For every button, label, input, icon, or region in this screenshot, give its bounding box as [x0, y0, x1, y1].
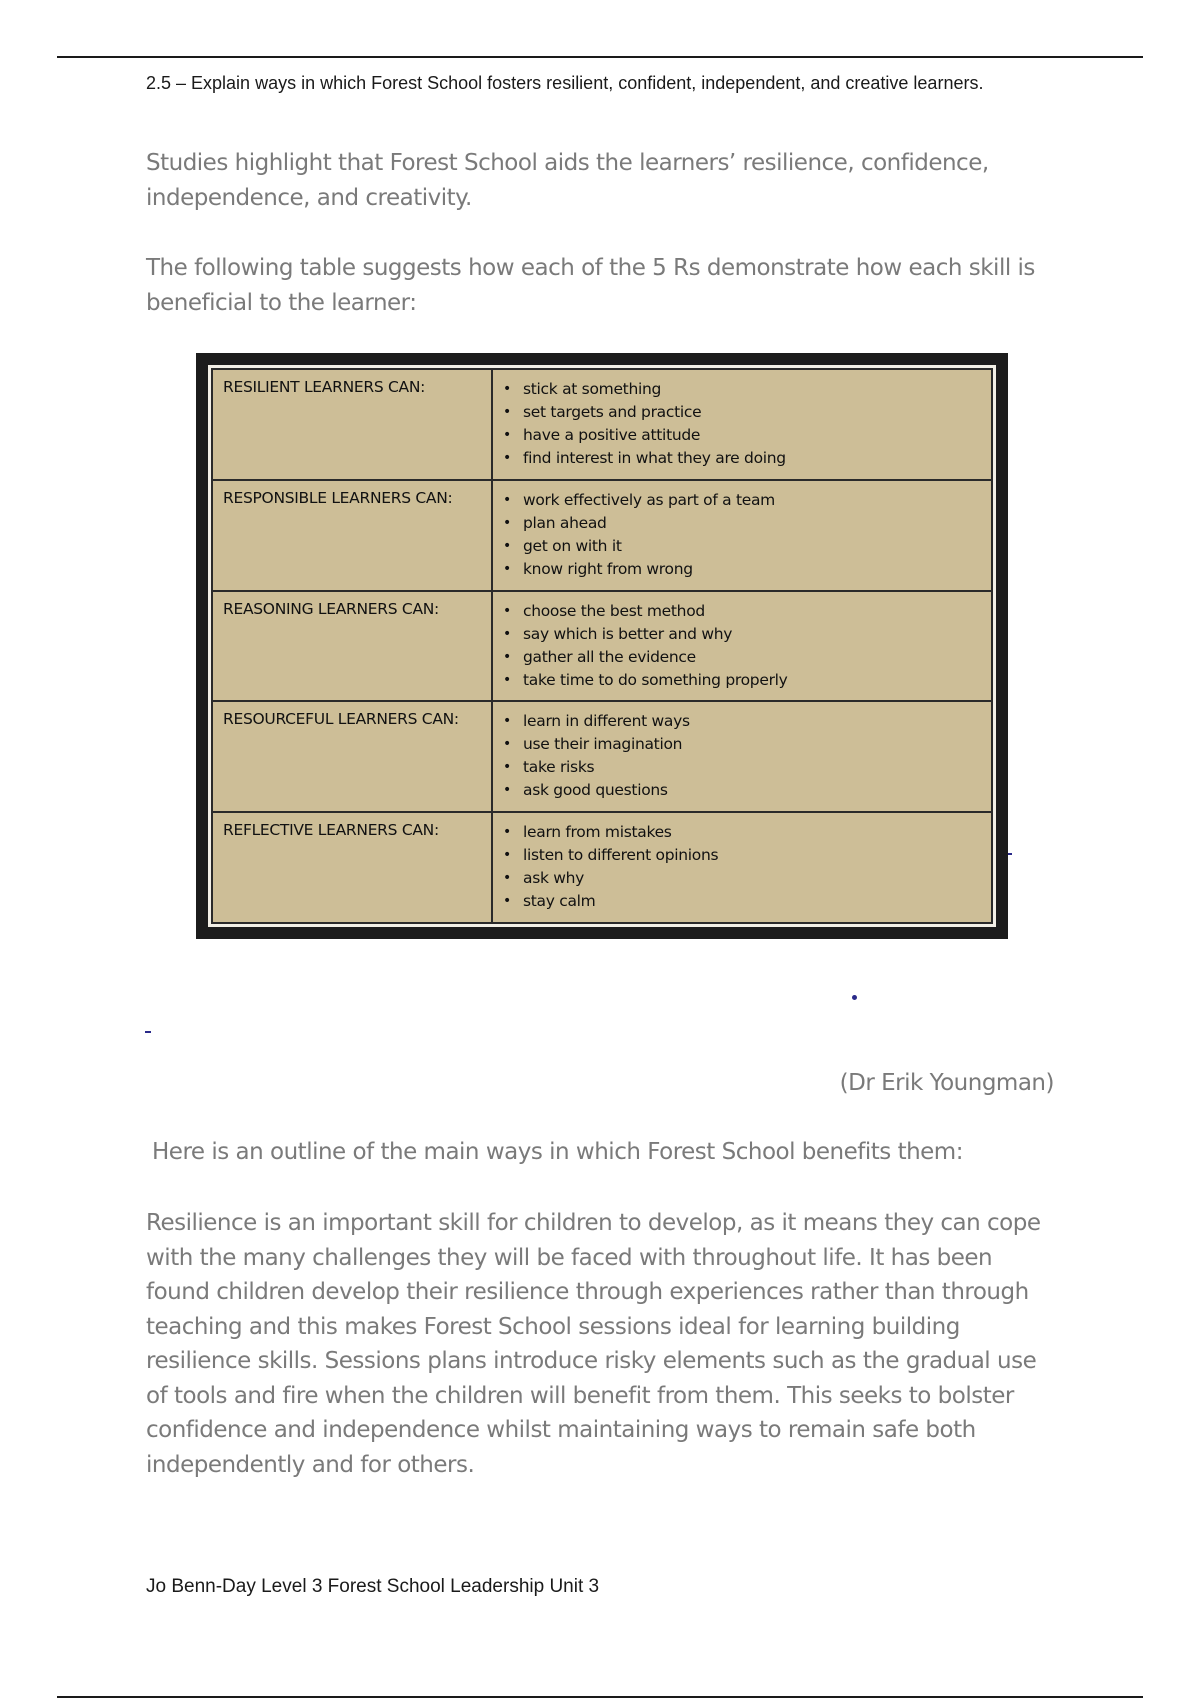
list-item: • set targets and practice — [523, 401, 981, 424]
skills-table — [211, 368, 993, 924]
list-item: • gather all the evidence — [523, 646, 981, 669]
table-intro-paragraph: The following table suggests how each of the 5 Rs demonstrate how each skill is beneficial to the learner: — [146, 255, 1035, 316]
row-label: RESOURCEFUL LEARNERS CAN: — [212, 701, 492, 812]
list-item: • get on with it — [523, 535, 981, 558]
row-items — [492, 480, 992, 591]
bullet-list — [503, 821, 981, 913]
page-footer: Jo Benn-Day Level 3 Forest School Leadership Unit 3 — [146, 1576, 600, 1597]
list-item: • take time to do something properly — [523, 669, 981, 692]
list-item: • have a positive attitude — [523, 424, 981, 447]
list-item: • say which is better and why — [523, 623, 981, 646]
row-label: RESPONSIBLE LEARNERS CAN: — [212, 480, 492, 591]
stray-dot — [852, 995, 857, 1000]
list-item: • plan ahead — [523, 512, 981, 535]
section-heading: 2.5 – Explain ways in which Forest School fosters resilient, confident, independent, and creative learners. — [146, 73, 984, 93]
row-items — [492, 369, 992, 480]
list-item: • stick at something — [523, 378, 981, 401]
row-label: REASONING LEARNERS CAN: — [212, 591, 492, 702]
stray-mark — [1008, 853, 1012, 855]
list-item: • ask good questions — [523, 779, 981, 802]
list-item: • work effectively as part of a team — [523, 489, 981, 512]
row-items — [492, 812, 992, 923]
list-item: • listen to different opinions — [523, 844, 981, 867]
stray-dash — [145, 1031, 151, 1033]
bullet-list — [503, 600, 981, 692]
top-rule — [57, 56, 1143, 58]
row-items — [492, 701, 992, 812]
list-item: • choose the best method — [523, 600, 981, 623]
row-items — [492, 591, 992, 702]
citation: (Dr Erik Youngman) — [839, 1070, 1054, 1096]
outline-paragraph: Here is an outline of the main ways in which Forest School benefits them: — [152, 1139, 963, 1165]
list-item: • learn in different ways — [523, 710, 981, 733]
bottom-rule — [57, 1696, 1143, 1698]
row-label: REFLECTIVE LEARNERS CAN: — [212, 812, 492, 923]
skills-table-image — [196, 353, 1008, 939]
table-row — [212, 480, 992, 591]
intro-paragraph: Studies highlight that Forest School aids the learners’ resilience, confidence, independence, and creativity. — [146, 150, 989, 211]
bullet-list — [503, 710, 981, 802]
skills-table-inner — [208, 365, 996, 927]
list-item: • ask why — [523, 867, 981, 890]
list-item: • learn from mistakes — [523, 821, 981, 844]
row-label: RESILIENT LEARNERS CAN: — [212, 369, 492, 480]
table-row — [212, 701, 992, 812]
list-item: • use their imagination — [523, 733, 981, 756]
table-row — [212, 812, 992, 923]
bullet-list — [503, 378, 981, 470]
table-row — [212, 591, 992, 702]
list-item: • know right from wrong — [523, 558, 981, 581]
resilience-paragraph: Resilience is an important skill for children to develop, as it means they can cope with the many challenges they will be faced with throughout life. It has been found children develop their resilience through experiences rather than through teaching and this makes Forest School sessions ideal for learning building resilience skills. Sessions plans introduce risky elements such as the gradual use of tools and fire when the children will benefit from them. This seeks to bolster confidence and independence whilst maintaining ways to remain safe both independently and for others. — [146, 1210, 1041, 1478]
list-item: • stay calm — [523, 890, 981, 913]
bullet-list — [503, 489, 981, 581]
table-row — [212, 369, 992, 480]
list-item: • take risks — [523, 756, 981, 779]
list-item: • find interest in what they are doing — [523, 447, 981, 470]
